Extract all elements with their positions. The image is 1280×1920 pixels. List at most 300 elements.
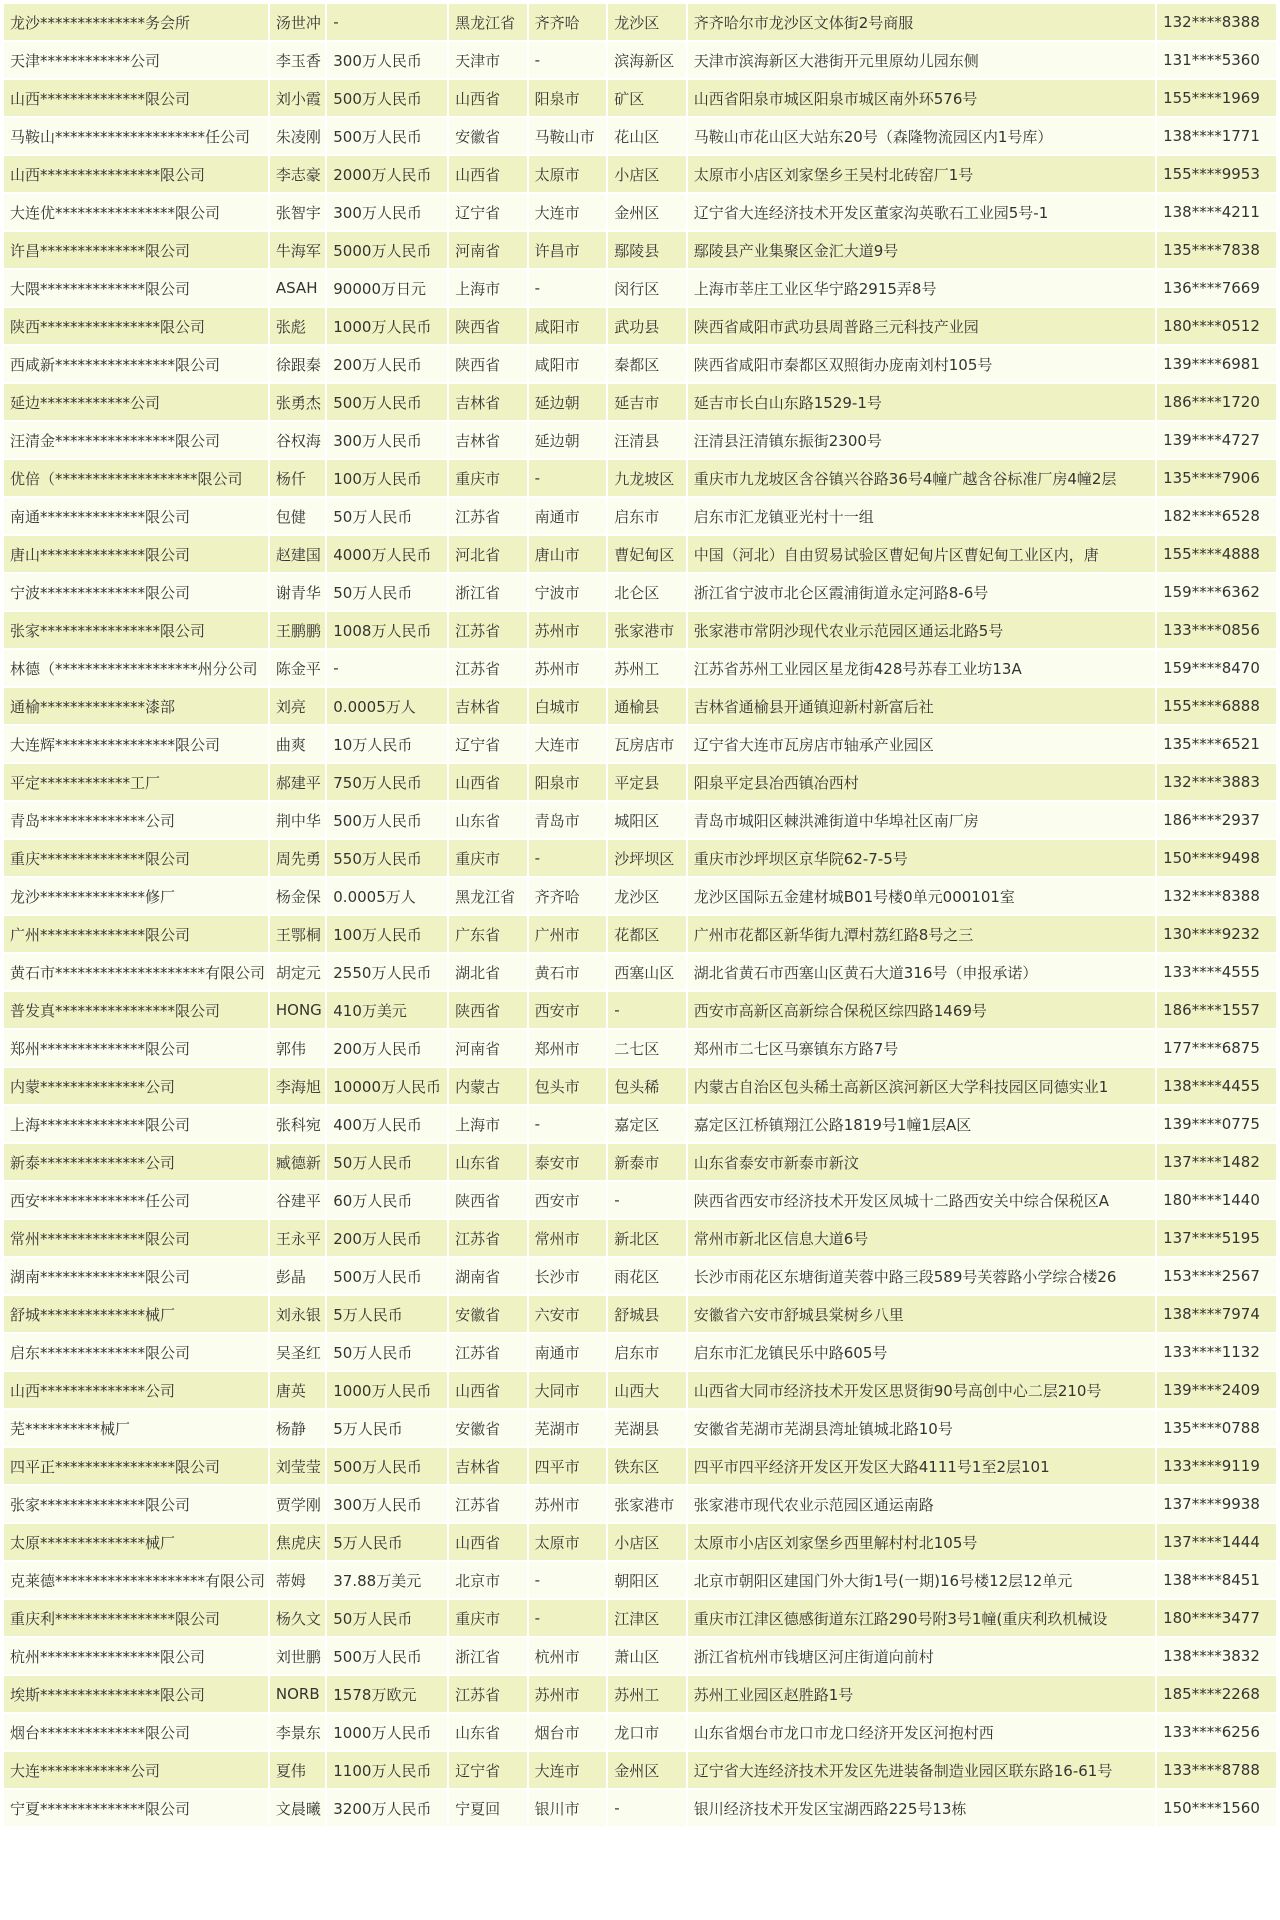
table-row [4,1220,1276,1256]
company-name-cell: 杭州****************限公司 [4,1638,268,1674]
city-cell: 大连市 [529,726,607,762]
phone-cell: 185****2268 [1157,1676,1276,1712]
city-cell: 泰安市 [529,1144,607,1180]
address-cell: 内蒙古自治区包头稀土高新区滨河新区大学科技园区同德实业1 [688,1068,1155,1104]
table-row [4,1790,1276,1826]
phone-cell: 131****5360 [1157,42,1276,78]
city-cell: 苏州市 [529,612,607,648]
province-cell: 黑龙江省 [449,4,527,40]
company-name-cell: 四平正****************限公司 [4,1448,268,1484]
district-cell: 张家港市 [608,1486,686,1522]
registered-capital-cell: 200万人民币 [327,1220,447,1256]
registered-capital-cell: 10000万人民币 [327,1068,447,1104]
district-cell: 花都区 [608,916,686,952]
company-name-cell: 黄石市********************有限公司 [4,954,268,990]
company-name-cell: 大连************公司 [4,1752,268,1788]
phone-cell: 133****9119 [1157,1448,1276,1484]
registered-capital-cell: 50万人民币 [327,574,447,610]
company-name-cell: 启东**************限公司 [4,1334,268,1370]
legal-rep-cell: 李志豪 [270,156,325,192]
registered-capital-cell: 1008万人民币 [327,612,447,648]
phone-cell: 133****6256 [1157,1714,1276,1750]
phone-cell: 139****6981 [1157,346,1276,382]
phone-cell: 180****1440 [1157,1182,1276,1218]
province-cell: 河南省 [449,1030,527,1066]
province-cell: 河北省 [449,536,527,572]
city-cell: 苏州市 [529,1486,607,1522]
table-row [4,1296,1276,1332]
district-cell: 瓦房店市 [608,726,686,762]
table-row [4,1182,1276,1218]
legal-rep-cell: ASAH [270,270,325,306]
district-cell: 包头稀 [608,1068,686,1104]
phone-cell: 153****2567 [1157,1258,1276,1294]
company-name-cell: 龙沙**************务会所 [4,4,268,40]
table-row [4,1258,1276,1294]
table-row [4,916,1276,952]
address-cell: 浙江省宁波市北仑区霞浦街道永定河路8-6号 [688,574,1155,610]
table-row [4,802,1276,838]
registered-capital-cell: 100万人民币 [327,460,447,496]
province-cell: 山西省 [449,1524,527,1560]
company-name-cell: 平定************工厂 [4,764,268,800]
district-cell: 铁东区 [608,1448,686,1484]
legal-rep-cell: 徐跟秦 [270,346,325,382]
province-cell: 湖北省 [449,954,527,990]
province-cell: 山东省 [449,802,527,838]
district-cell: 金州区 [608,194,686,230]
legal-rep-cell: HONG [270,992,325,1028]
legal-rep-cell: 王永平 [270,1220,325,1256]
phone-cell: 138****1771 [1157,118,1276,154]
table-row [4,1068,1276,1104]
phone-cell: 159****8470 [1157,650,1276,686]
province-cell: 山西省 [449,1372,527,1408]
phone-cell: 135****7906 [1157,460,1276,496]
company-name-cell: 宁波**************限公司 [4,574,268,610]
city-cell: 齐齐哈 [529,878,607,914]
table-row [4,878,1276,914]
company-name-cell: 常州**************限公司 [4,1220,268,1256]
address-cell: 广州市花都区新华街九潭村荔红路8号之三 [688,916,1155,952]
company-name-cell: 湖南**************限公司 [4,1258,268,1294]
phone-cell: 138****8451 [1157,1562,1276,1598]
company-name-cell: 张家**************限公司 [4,1486,268,1522]
phone-cell: 130****9232 [1157,916,1276,952]
address-cell: 常州市新北区信息大道6号 [688,1220,1155,1256]
address-cell: 江苏省苏州工业园区星龙街428号苏春工业坊13A [688,650,1155,686]
table-row [4,1676,1276,1712]
address-cell: 启东市汇龙镇民乐中路605号 [688,1334,1155,1370]
district-cell: 苏州工 [608,650,686,686]
company-name-cell: 新泰**************公司 [4,1144,268,1180]
phone-cell: 138****4455 [1157,1068,1276,1104]
address-cell: 辽宁省大连市瓦房店市轴承产业园区 [688,726,1155,762]
legal-rep-cell: 刘莹莹 [270,1448,325,1484]
legal-rep-cell: 荆中华 [270,802,325,838]
address-cell: 山西省大同市经济技术开发区思贤街90号高创中心二层210号 [688,1372,1155,1408]
city-cell: 芜湖市 [529,1410,607,1446]
table-row [4,1372,1276,1408]
phone-cell: 186****1557 [1157,992,1276,1028]
company-name-cell: 西咸新****************限公司 [4,346,268,382]
city-cell: - [529,1600,607,1636]
phone-cell: 138****4211 [1157,194,1276,230]
legal-rep-cell: 张智宇 [270,194,325,230]
address-cell: 山西省阳泉市城区阳泉市城区南外环576号 [688,80,1155,116]
city-cell: 唐山市 [529,536,607,572]
district-cell: 城阳区 [608,802,686,838]
company-name-cell: 山西**************公司 [4,1372,268,1408]
address-cell: 延吉市长白山东路1529-1号 [688,384,1155,420]
registered-capital-cell: 750万人民币 [327,764,447,800]
registered-capital-cell: 5000万人民币 [327,232,447,268]
company-name-cell: 郑州**************限公司 [4,1030,268,1066]
table-row [4,1638,1276,1674]
registered-capital-cell: 1000万人民币 [327,1372,447,1408]
city-cell: - [529,42,607,78]
phone-cell: 133****1132 [1157,1334,1276,1370]
district-cell: - [608,992,686,1028]
city-cell: 许昌市 [529,232,607,268]
city-cell: 杭州市 [529,1638,607,1674]
city-cell: - [529,840,607,876]
district-cell: 二七区 [608,1030,686,1066]
phone-cell: 135****0788 [1157,1410,1276,1446]
district-cell: 曹妃甸区 [608,536,686,572]
registered-capital-cell: 300万人民币 [327,42,447,78]
registered-capital-cell: 1000万人民币 [327,308,447,344]
table-row [4,1600,1276,1636]
city-cell: 宁波市 [529,574,607,610]
province-cell: 安徽省 [449,1296,527,1332]
company-name-cell: 烟台**************限公司 [4,1714,268,1750]
company-name-cell: 陕西****************限公司 [4,308,268,344]
province-cell: 重庆市 [449,460,527,496]
address-cell: 安徽省芜湖市芜湖县湾址镇城北路10号 [688,1410,1155,1446]
address-cell: 龙沙区国际五金建材城B01号楼0单元000101室 [688,878,1155,914]
address-cell: 阳泉平定县冶西镇冶西村 [688,764,1155,800]
registered-capital-cell: 500万人民币 [327,80,447,116]
registered-capital-cell: 300万人民币 [327,194,447,230]
city-cell: 延边朝 [529,422,607,458]
phone-cell: 135****7838 [1157,232,1276,268]
legal-rep-cell: 李海旭 [270,1068,325,1104]
province-cell: 辽宁省 [449,1752,527,1788]
city-cell: 四平市 [529,1448,607,1484]
legal-rep-cell: 谢青华 [270,574,325,610]
address-cell: 吉林省通榆县开通镇迎新村新富后社 [688,688,1155,724]
phone-cell: 186****1720 [1157,384,1276,420]
city-cell: 阳泉市 [529,764,607,800]
registered-capital-cell: 500万人民币 [327,1638,447,1674]
table-row [4,1562,1276,1598]
registered-capital-cell: 0.0005万人 [327,688,447,724]
table-row [4,688,1276,724]
province-cell: 重庆市 [449,1600,527,1636]
registered-capital-cell: 500万人民币 [327,1448,447,1484]
district-cell: 北仑区 [608,574,686,610]
company-name-cell: 唐山**************限公司 [4,536,268,572]
legal-rep-cell: 蒂姆 [270,1562,325,1598]
district-cell: 沙坪坝区 [608,840,686,876]
company-name-cell: 延边************公司 [4,384,268,420]
city-cell: 白城市 [529,688,607,724]
company-name-cell: 重庆**************限公司 [4,840,268,876]
address-cell: 马鞍山市花山区大站东20号（森隆物流园区内1号库） [688,118,1155,154]
registered-capital-cell: 500万人民币 [327,384,447,420]
table-row [4,1030,1276,1066]
district-cell: 鄢陵县 [608,232,686,268]
phone-cell: 182****6528 [1157,498,1276,534]
company-name-cell: 天津************公司 [4,42,268,78]
city-cell: - [529,460,607,496]
address-cell: 湖北省黄石市西塞山区黄石大道316号（申报承诺） [688,954,1155,990]
company-name-cell: 宁夏**************限公司 [4,1790,268,1826]
province-cell: 安徽省 [449,118,527,154]
city-cell: 太原市 [529,1524,607,1560]
legal-rep-cell: 李景东 [270,1714,325,1750]
district-cell: 萧山区 [608,1638,686,1674]
phone-cell: 133****0856 [1157,612,1276,648]
phone-cell: 139****0775 [1157,1106,1276,1142]
table-row [4,156,1276,192]
company-name-cell: 许昌**************限公司 [4,232,268,268]
registered-capital-cell: 37.88万美元 [327,1562,447,1598]
legal-rep-cell: 周先勇 [270,840,325,876]
company-name-cell: 上海**************限公司 [4,1106,268,1142]
address-cell: 太原市小店区刘家堡乡王吴村北砖窑厂1号 [688,156,1155,192]
district-cell: 武功县 [608,308,686,344]
company-name-cell: 青岛**************公司 [4,802,268,838]
company-name-cell: 重庆利****************限公司 [4,1600,268,1636]
legal-rep-cell: 张勇杰 [270,384,325,420]
city-cell: 马鞍山市 [529,118,607,154]
phone-cell: 138****7974 [1157,1296,1276,1332]
company-name-cell: 马鞍山********************任公司 [4,118,268,154]
province-cell: 陕西省 [449,1182,527,1218]
registered-capital-cell: 2000万人民币 [327,156,447,192]
registered-capital-cell: 10万人民币 [327,726,447,762]
table-row [4,270,1276,306]
company-name-cell: 汪清金****************限公司 [4,422,268,458]
legal-rep-cell: 汤世冲 [270,4,325,40]
table-row [4,764,1276,800]
province-cell: 江苏省 [449,612,527,648]
city-cell: - [529,1106,607,1142]
address-cell: 浙江省杭州市钱塘区河庄街道向前村 [688,1638,1155,1674]
registered-capital-cell: 50万人民币 [327,1334,447,1370]
table-row [4,80,1276,116]
district-cell: 启东市 [608,498,686,534]
registered-capital-cell: 1100万人民币 [327,1752,447,1788]
legal-rep-cell: 唐英 [270,1372,325,1408]
address-cell: 启东市汇龙镇亚光村十一组 [688,498,1155,534]
district-cell: 九龙坡区 [608,460,686,496]
phone-cell: 150****1560 [1157,1790,1276,1826]
table-row [4,1334,1276,1370]
province-cell: 河南省 [449,232,527,268]
legal-rep-cell: 谷权海 [270,422,325,458]
legal-rep-cell: 文晨曦 [270,1790,325,1826]
table-row [4,422,1276,458]
address-cell: 齐齐哈尔市龙沙区文体街2号商服 [688,4,1155,40]
company-name-cell: 广州**************限公司 [4,916,268,952]
address-cell: 上海市莘庄工业区华宁路2915弄8号 [688,270,1155,306]
address-cell: 山东省烟台市龙口市龙口经济开发区河抱村西 [688,1714,1155,1750]
phone-cell: 180****0512 [1157,308,1276,344]
table-row [4,1144,1276,1180]
province-cell: 吉林省 [449,422,527,458]
phone-cell: 159****6362 [1157,574,1276,610]
province-cell: 山东省 [449,1714,527,1750]
legal-rep-cell: 牛海军 [270,232,325,268]
city-cell: 西安市 [529,1182,607,1218]
district-cell: 朝阳区 [608,1562,686,1598]
district-cell: 龙沙区 [608,4,686,40]
registered-capital-cell: 5万人民币 [327,1296,447,1332]
district-cell: 通榆县 [608,688,686,724]
registered-capital-cell: 300万人民币 [327,1486,447,1522]
company-name-cell: 大连优****************限公司 [4,194,268,230]
registered-capital-cell: 100万人民币 [327,916,447,952]
city-cell: - [529,270,607,306]
registered-capital-cell: 200万人民币 [327,1030,447,1066]
table-row [4,574,1276,610]
address-cell: 张家港市现代农业示范园区通运南路 [688,1486,1155,1522]
district-cell: 新泰市 [608,1144,686,1180]
company-name-cell: 舒城**************械厂 [4,1296,268,1332]
legal-rep-cell: 朱凌刚 [270,118,325,154]
district-cell: 滨海新区 [608,42,686,78]
phone-cell: 135****6521 [1157,726,1276,762]
company-name-cell: 大隈**************限公司 [4,270,268,306]
legal-rep-cell: 杨久文 [270,1600,325,1636]
phone-cell: 137****1444 [1157,1524,1276,1560]
district-cell: 金州区 [608,1752,686,1788]
table-row [4,726,1276,762]
table-row [4,1752,1276,1788]
registered-capital-cell: 1578万欧元 [327,1676,447,1712]
legal-rep-cell: 贾学刚 [270,1486,325,1522]
city-cell: 南通市 [529,498,607,534]
legal-rep-cell: 赵建国 [270,536,325,572]
province-cell: 吉林省 [449,688,527,724]
address-cell: 重庆市江津区德感街道东江路290号附3号1幢(重庆利玖机械设 [688,1600,1155,1636]
district-cell: 龙口市 [608,1714,686,1750]
company-name-cell: 山西****************限公司 [4,156,268,192]
district-cell: 龙沙区 [608,878,686,914]
city-cell: 西安市 [529,992,607,1028]
district-cell: 花山区 [608,118,686,154]
province-cell: 黑龙江省 [449,878,527,914]
table-row [4,536,1276,572]
registered-capital-cell: 500万人民币 [327,118,447,154]
legal-rep-cell: 包健 [270,498,325,534]
phone-cell: 132****8388 [1157,4,1276,40]
province-cell: 陕西省 [449,346,527,382]
district-cell: - [608,1182,686,1218]
table-row [4,1448,1276,1484]
legal-rep-cell: 吴圣红 [270,1334,325,1370]
registered-capital-cell: 3200万人民币 [327,1790,447,1826]
table-row [4,650,1276,686]
phone-cell: 137****9938 [1157,1486,1276,1522]
city-cell: 大连市 [529,1752,607,1788]
province-cell: 上海市 [449,270,527,306]
address-cell: 天津市滨海新区大港街开元里原幼儿园东侧 [688,42,1155,78]
registered-capital-cell: 90000万日元 [327,270,447,306]
district-cell: 雨花区 [608,1258,686,1294]
registered-capital-cell: 4000万人民币 [327,536,447,572]
table-row [4,346,1276,382]
address-cell: 陕西省西安市经济技术开发区凤城十二路西安关中综合保税区A [688,1182,1155,1218]
address-cell: 陕西省咸阳市武功县周普路三元科技产业园 [688,308,1155,344]
province-cell: 山西省 [449,156,527,192]
company-name-cell: 龙沙**************修厂 [4,878,268,914]
address-cell: 重庆市九龙坡区含谷镇兴谷路36号4幢广越含谷标准厂房4幢2层 [688,460,1155,496]
city-cell: 苏州市 [529,1676,607,1712]
legal-rep-cell: 曲爽 [270,726,325,762]
registered-capital-cell: 50万人民币 [327,498,447,534]
company-name-cell: 埃斯****************限公司 [4,1676,268,1712]
district-cell: 张家港市 [608,612,686,648]
address-cell: 太原市小店区刘家堡乡西里解村村北105号 [688,1524,1155,1560]
province-cell: 湖南省 [449,1258,527,1294]
table-row [4,308,1276,344]
registered-capital-cell: 410万美元 [327,992,447,1028]
legal-rep-cell: 谷建平 [270,1182,325,1218]
registered-capital-cell: - [327,650,447,686]
company-table [2,2,1278,1828]
address-cell: 辽宁省大连经济技术开发区董家沟英歌石工业园5号-1 [688,194,1155,230]
company-name-cell: 南通**************限公司 [4,498,268,534]
district-cell: 西塞山区 [608,954,686,990]
phone-cell: 136****7669 [1157,270,1276,306]
legal-rep-cell: 夏伟 [270,1752,325,1788]
district-cell: 延吉市 [608,384,686,420]
province-cell: 江苏省 [449,650,527,686]
legal-rep-cell: 王鄂桐 [270,916,325,952]
company-name-cell: 西安**************任公司 [4,1182,268,1218]
address-cell: 郑州市二七区马寨镇东方路7号 [688,1030,1155,1066]
legal-rep-cell: 刘永银 [270,1296,325,1332]
registered-capital-cell: 550万人民币 [327,840,447,876]
province-cell: 江苏省 [449,1334,527,1370]
province-cell: 江苏省 [449,1486,527,1522]
table-row [4,1524,1276,1560]
legal-rep-cell: 杨金保 [270,878,325,914]
company-name-cell: 太原**************械厂 [4,1524,268,1560]
province-cell: 吉林省 [449,384,527,420]
address-cell: 汪清县汪清镇东振街2300号 [688,422,1155,458]
registered-capital-cell: 5万人民币 [327,1524,447,1560]
address-cell: 重庆市沙坪坝区京华院62-7-5号 [688,840,1155,876]
district-cell: 闵行区 [608,270,686,306]
province-cell: 内蒙古 [449,1068,527,1104]
table-row [4,232,1276,268]
legal-rep-cell: 杨仟 [270,460,325,496]
province-cell: 重庆市 [449,840,527,876]
phone-cell: 155****1969 [1157,80,1276,116]
city-cell: 青岛市 [529,802,607,838]
district-cell: 芜湖县 [608,1410,686,1446]
address-cell: 陕西省咸阳市秦都区双照街办庞南刘村105号 [688,346,1155,382]
city-cell: 大连市 [529,194,607,230]
legal-rep-cell: 刘亮 [270,688,325,724]
address-cell: 北京市朝阳区建国门外大街1号(一期)16号楼12层12单元 [688,1562,1155,1598]
registered-capital-cell: 500万人民币 [327,1258,447,1294]
